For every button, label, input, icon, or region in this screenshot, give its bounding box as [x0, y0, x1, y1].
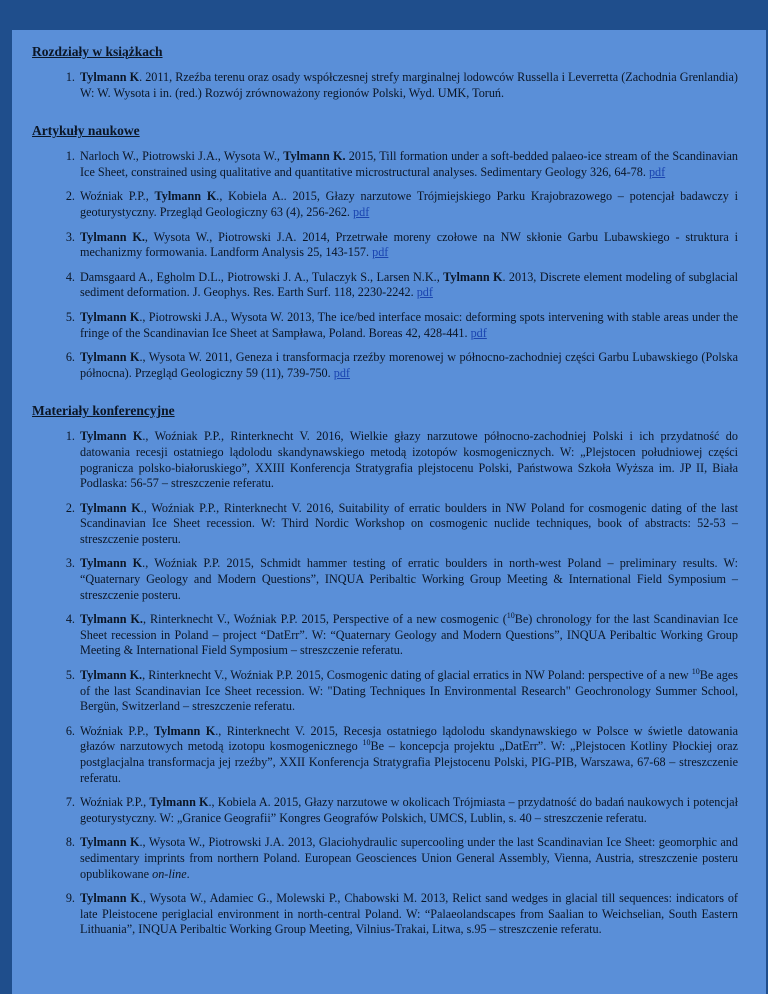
reference-item — [78, 612, 738, 659]
author-name: Tylmann K. — [283, 149, 346, 164]
document-page — [12, 30, 766, 994]
reference-item — [78, 891, 738, 938]
author-name: Tylmann K. — [80, 668, 143, 683]
pdf-link[interactable]: pdf — [353, 204, 370, 219]
author-name: Tylmann K. — [80, 612, 143, 627]
reference-text: . — [186, 866, 190, 881]
reference-item — [78, 149, 738, 180]
author-name: Tylmann K — [80, 835, 140, 850]
section-title: Artykuły naukowe — [32, 123, 140, 139]
reference-item — [78, 70, 738, 101]
author-name: Tylmann K — [80, 891, 140, 906]
reference-text: , Rinterknecht V., Woźniak P.P. 2015, Perspective of a new cosmogenic ( — [142, 612, 507, 627]
pdf-link[interactable]: pdf — [372, 245, 389, 260]
section — [32, 123, 738, 381]
reference-text: ., Woźniak P.P., Rinterknecht V. 2016, Suitability of erratic boulders in NW Poland for cosmogenic dating of the last Scandinavian Ice Sheet recession. W: Third Nordic Workshop on cosmogenic nuclide techniques, book of abstracts: 52-53 – streszczenie posteru. — [80, 500, 738, 546]
isotope-superscript: 10 — [362, 738, 371, 748]
section-title: Rozdziały w książkach — [32, 44, 163, 59]
section-title: Materiały konferencyjne — [32, 403, 175, 419]
reference-item — [78, 795, 738, 826]
reference-text: ., Wysota W. 2011, Geneza i transformacja rzeźby morenowej w północno-zachodniej części Garbu Lubawskiego (Polska północna). Przegląd Geologiczny 59 (11), 739-750. — [80, 350, 738, 380]
reference-text: . 2011, Rzeźba terenu oraz osady współczesnej strefy marginalnej lodowców Russella i Leverretta (Zachodnia Grenlandia) W: W. Wysota i in. (red.) Rozwój zrównoważony regionów Polski, Wyd. UMK, Toruń. — [80, 70, 738, 100]
pdf-link[interactable]: pdf — [648, 164, 666, 179]
reference-list — [32, 149, 738, 381]
reference-text: Woźniak P.P., — [80, 795, 150, 810]
reference-text: ., Woźniak P.P. 2015, Schmidt hammer testing of erratic boulders in north-west Poland – preliminary results. W: “Quaternary Geology and Modern Questions”, INQUA Peribaltic Working Group Meeting & International Field Symposium – streszczenie posteru. — [80, 556, 738, 602]
author-name: Tylmann K. — [80, 229, 145, 244]
reference-text: Damsgaard A., Egholm D.L., Piotrowski J. A., Tulaczyk S., Larsen N.K., — [80, 269, 444, 284]
section — [32, 44, 738, 101]
author-name: Tylmann K — [80, 309, 140, 324]
reference-item — [78, 189, 738, 220]
author-name: Tylmann K — [80, 429, 143, 444]
reference-item — [78, 501, 738, 548]
reference-text: ., Piotrowski J.A., Wysota W. 2013, The ice/bed interface mosaic: deforming spots intervening with stable areas under the fringe of the Scandinavian Ice Sheet at Sampława, Poland. Boreas 42, 428-441. — [80, 309, 738, 340]
author-name: Tylmann K — [153, 723, 216, 738]
reference-text: Be ages of the last Scandinavian Ice Sheet recession. W: "Dating Techniques In Environmental Research" Geochronology Summer School, Bergün, Switzerland – streszczenie referatu. — [80, 668, 738, 714]
reference-list — [32, 70, 738, 101]
reference-text: , Rinterknecht V., Woźniak P.P. 2015, Cosmogenic dating of glacial erratics in NW Poland: perspective of a new — [142, 668, 692, 683]
author-name: Tylmann K — [80, 500, 141, 515]
reference-text: , Wysota W., Piotrowski J.A. 2014, Przetrwałe moreny czołowe na NW skłonie Garbu Lubawskiego - struktura i mechanizmy formowania. Landform Analysis 25, 143-157. — [80, 229, 738, 260]
pdf-link[interactable]: pdf — [470, 325, 487, 340]
author-name: Tylmann K — [149, 795, 209, 810]
reference-text: ., Wysota W., Adamiec G., Molewski P., Chabowski M. 2013, Relict sand wedges in glacial till sequences: indicators of late Pleistocene periglacial environment in north-central Poland. W: “Palaeolandscapes from Saalian to Weichselian, South Eastern Lithuania”, INQUA Peribaltic Working Group Meeting, Vilnius-Trakai, Litwa, s.95 – streszczenie referatu. — [80, 891, 738, 937]
section — [32, 403, 738, 938]
reference-item — [78, 310, 738, 341]
author-name: Tylmann K — [80, 70, 140, 84]
italic-text: on-line — [152, 866, 187, 881]
pdf-link[interactable]: pdf — [333, 365, 350, 380]
reference-text: Woźniak P.P., — [80, 723, 154, 738]
reference-text: . 2013, Discrete element modeling of subglacial sediment deformation. J. Geophys. Res. Earth Surf. 118, 2230-2242. — [80, 269, 738, 300]
reference-text: Be) chronology for the last Scandinavian Ice Sheet recession in Poland – project “DatErr”. W: “Quaternary Geology and Modern Questions”, INQUA Peribaltic Working Group Meeting & International Field Symposium – streszczenie referatu. — [80, 612, 738, 658]
author-name: Tylmann K — [80, 350, 140, 365]
reference-text: ., Rinterknecht V. 2015, Recesja ostatniego lądolodu skandynawskiego w Polsce w świetle datowania głazów narzutowych metodą izotopu kosmogenicznego — [80, 723, 738, 754]
isotope-superscript: 10 — [506, 611, 515, 621]
author-name: Tylmann K — [80, 556, 143, 571]
reference-item — [78, 230, 738, 261]
author-name: Tylmann K — [154, 189, 217, 204]
reference-item — [78, 270, 738, 301]
reference-text: Narloch W., Piotrowski J.A., Wysota W., — [80, 149, 284, 164]
reference-item — [78, 835, 738, 882]
author-name: Tylmann K — [443, 269, 503, 284]
reference-text: ., Woźniak P.P., Rinterknecht V. 2016, Wielkie głazy narzutowe północno-zachodniej Polski i ich przydatność do datowania recesji ostatniego lądolodu skandynawskiego metodą izotopów kosmogenicznych. W: „Plejstocen południowej części pogranicza polsko-białoruskiego”, XXIII Konferencja Stratygrafia plejstocenu Polski, Państwowa Szkoła Wyższa im. JP II, Biała Podlaska: 56-57 – streszczenie referatu. — [80, 429, 738, 491]
reference-list — [32, 429, 738, 938]
reference-item — [78, 556, 738, 603]
reference-item — [78, 668, 738, 715]
reference-item — [78, 429, 738, 491]
isotope-superscript: 10 — [691, 666, 700, 676]
reference-text: Woźniak P.P., — [80, 189, 155, 204]
reference-text: ., Kobiela A.. 2015, Głazy narzutowe Trójmiejskiego Parku Krajobrazowego – potencjał badawczy i geoturystyczny. Przegląd Geologiczny 63 (4), 256-262. — [80, 189, 738, 219]
reference-text: Be – koncepcja projektu „DatErr”. W: „Plejstocen Kotliny Płockiej oraz postglacjalna transformacja jej rzeźby”, XXII Konferencja Stratygrafia Plejstocenu Polski, PIG-PIB, Warszawa, 67-68 – streszczenie referatu. — [80, 739, 738, 785]
reference-item — [78, 724, 738, 786]
reference-item — [78, 350, 738, 381]
reference-text: ., Wysota W., Piotrowski J.A. 2013, Glaciohydraulic supercooling under the last Scandinavian Ice Sheet: geomorphic and sedimentary imprints from northern Poland. European Geosciences Union General Assembly, Vienna, Austria, streszczenie posteru opublikowane — [80, 835, 738, 881]
reference-text: 2015, Till formation under a soft-bedded palaeo-ice stream of the Scandinavian Ice Sheet, constrained using qualitative and quantitative microstructural analyses. Sedimentary Geology 326, 64-78. — [80, 149, 738, 179]
pdf-link[interactable]: pdf — [416, 285, 433, 300]
reference-text: ., Kobiela A. 2015, Głazy narzutowe w okolicach Trójmiasta – przydatność do badań naukowych i potencjał geoturystyczny. W: „Granice Geografii” Kongres Geografów Polskich, UMCS, Lublin, s. 40 – streszczenie referatu. — [80, 795, 738, 825]
